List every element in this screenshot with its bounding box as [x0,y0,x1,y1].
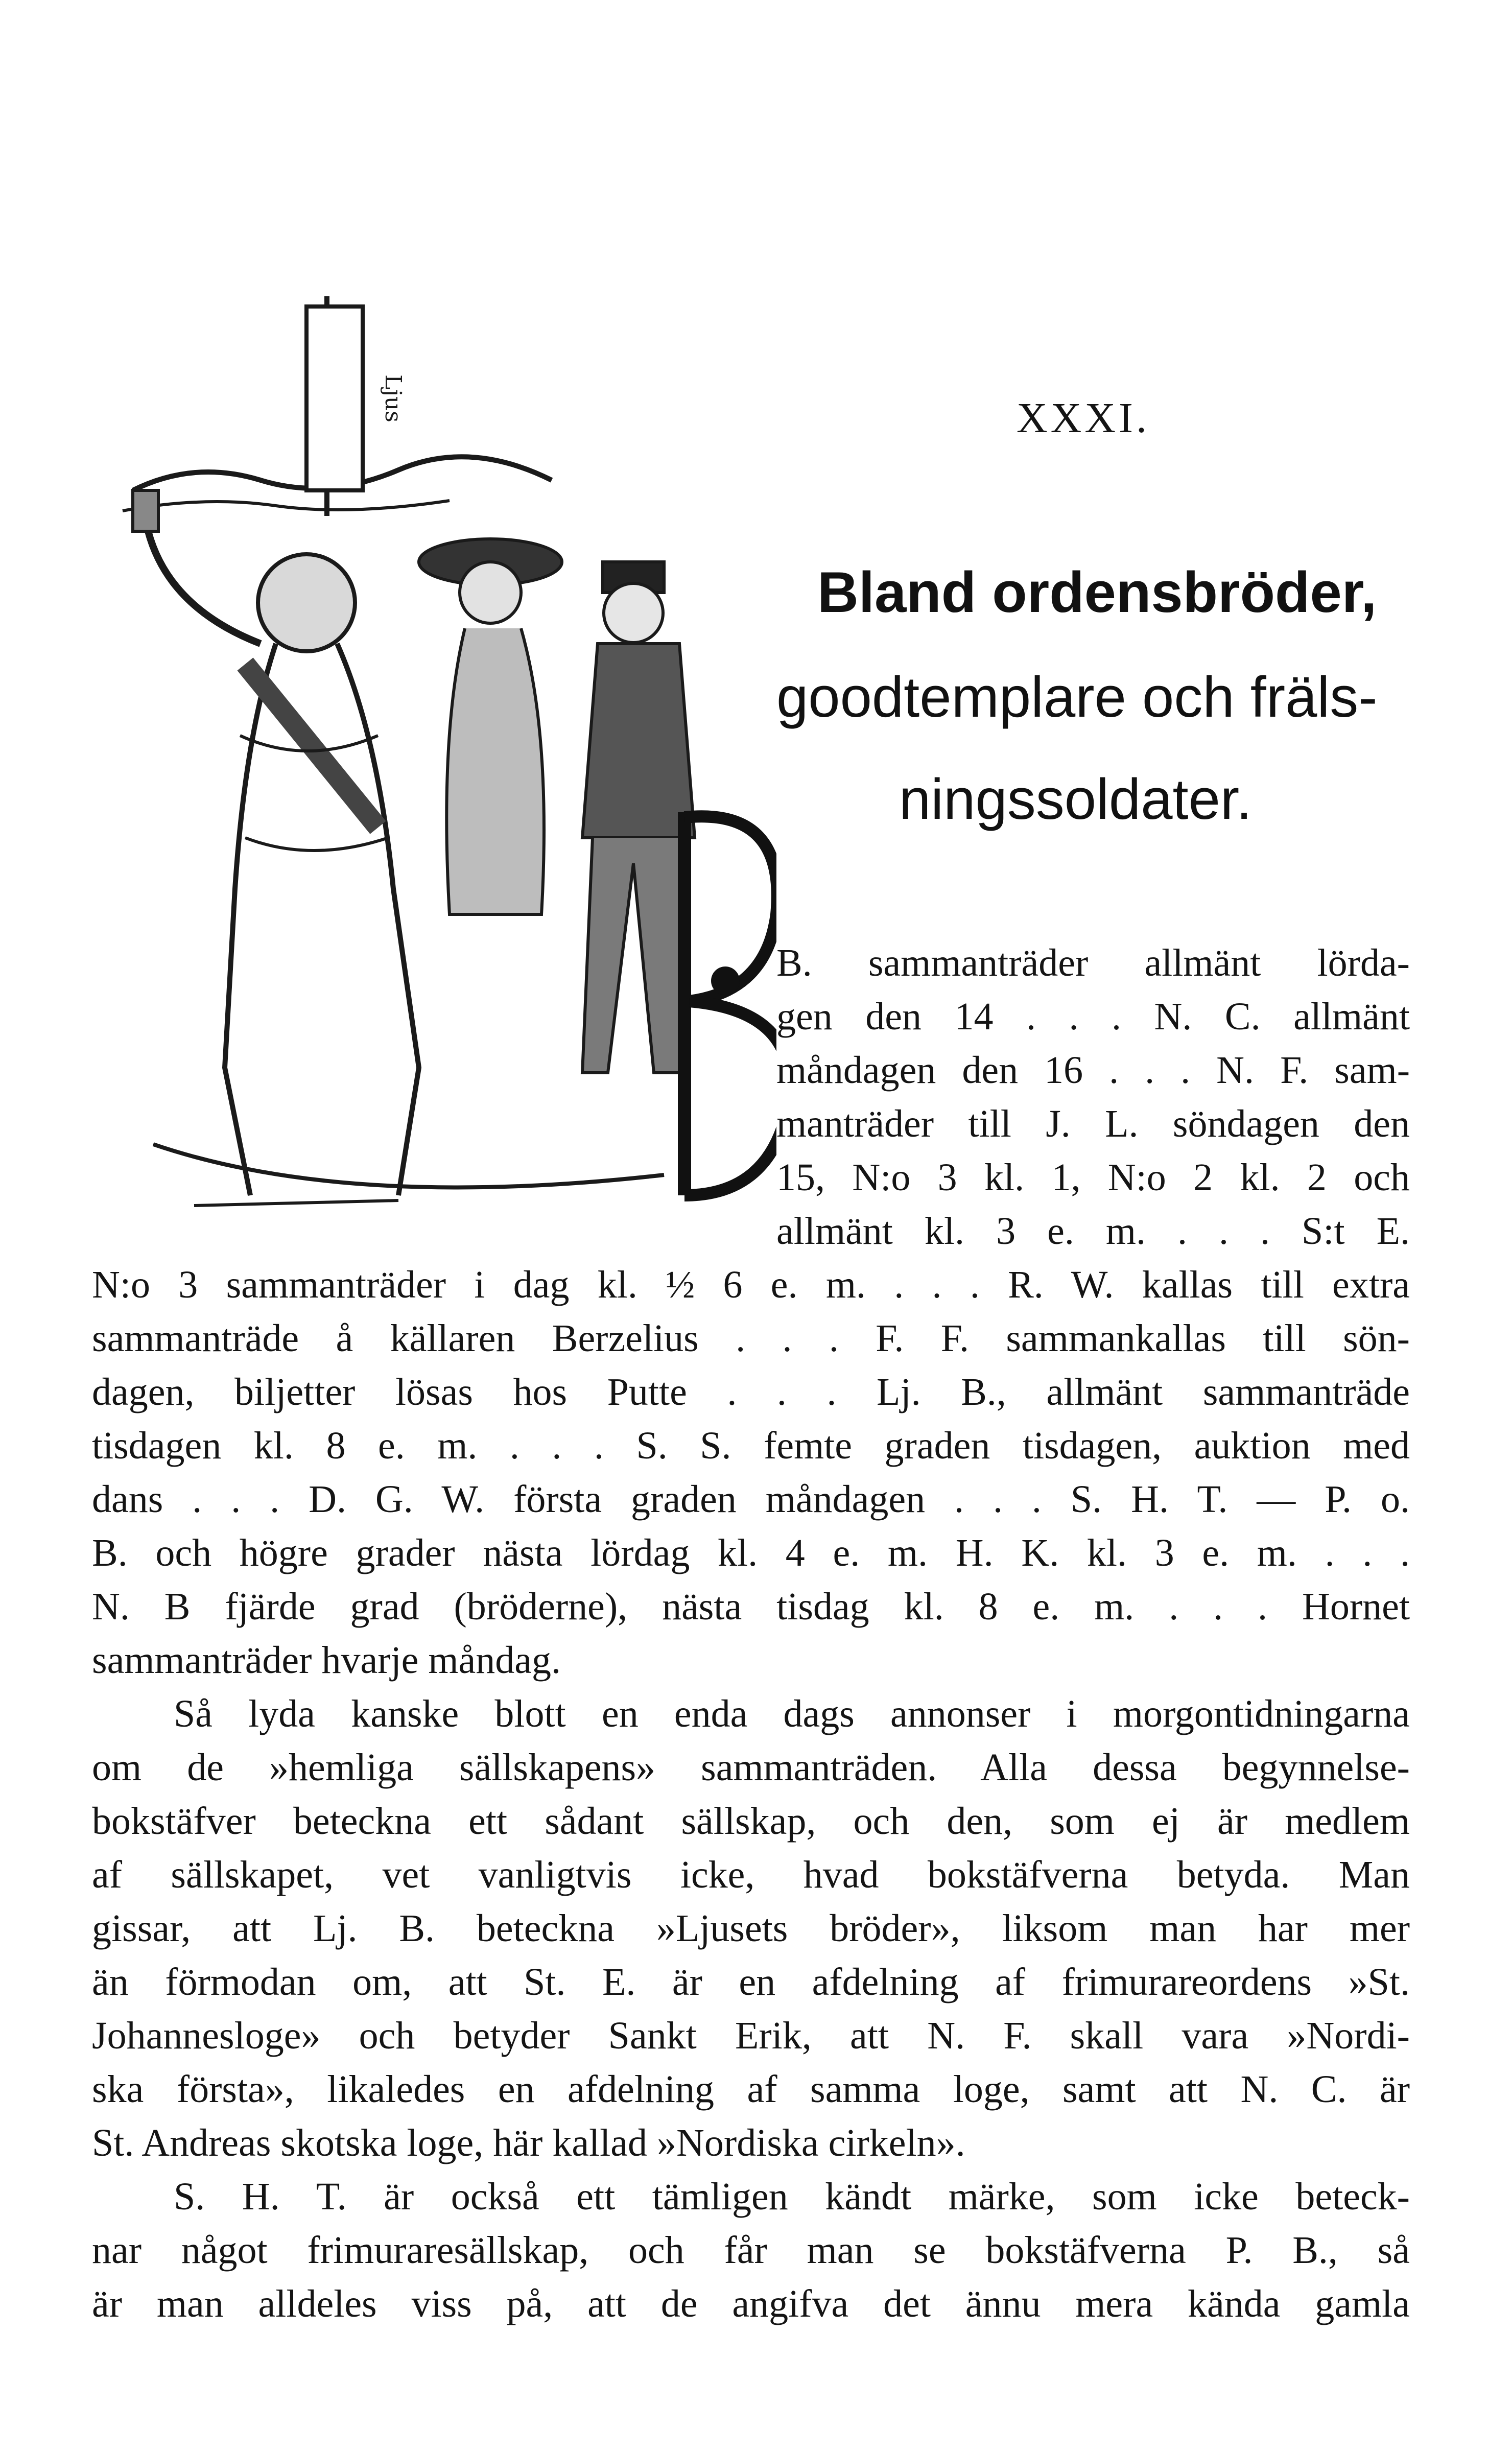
text-line: af sällskapet, vet vanligtvis icke, hvad bokstäfverna betyda. Man [92,1853,1410,1896]
text-line: sammanträder hvarje måndag. [92,1639,561,1682]
text-line: B. sammanträder allmänt lörda- [776,941,1410,984]
text-line: manträder till J. L. söndagen den [776,1102,1410,1145]
text-line: N:o 3 sammanträder i dag kl. ½ 6 e. m. . . . R. W. kallas till extra [92,1263,1410,1306]
banner-text: Ljus [380,374,406,422]
text-line: S. H. T. är också ett tämligen kändt märke, som icke beteck- [174,2175,1410,2218]
chapter-title-line-3: ningssoldater. [899,767,1253,831]
text-line: än förmodan om, att St. E. är en afdelning af frimurareordens »St. [92,1961,1410,2003]
illustration-drop-cap [92,276,776,1221]
text-line: sammanträde å källaren Berzelius . . . F. F. sammankallas till sön- [92,1317,1410,1360]
text-line: tisdagen kl. 8 e. m. . . . S. S. femte graden tisdagen, auktion med [92,1424,1410,1467]
text-line: bokstäfver beteckna ett sådant sällskap, och den, som ej är medlem [92,1800,1410,1843]
text-line: B. och högre grader nästa lördag kl. 4 e. m. H. K. kl. 3 e. m. . . . [92,1531,1410,1574]
text-line: nar något frimuraresällskap, och får man se bokstäfverna P. B., så [92,2229,1410,2272]
text-line: Så lyda kanske blott en enda dags annonser i morgontidningarna [174,1692,1410,1735]
text-line: St. Andreas skotska loge, här kallad »Nordiska cirkeln». [92,2121,965,2164]
text-line: gissar, att Lj. B. beteckna »Ljusets bröder», liksom man har mer [92,1907,1410,1950]
text-line: är man alldeles viss på, att de angifva det ännu mera kända gamla [92,2282,1410,2325]
text-line: måndagen den 16 . . . N. F. sam- [776,1049,1410,1092]
text-line: dans . . . D. G. W. första graden måndagen . . . S. H. T. — P. o. [92,1478,1410,1521]
chapter-title-line-2: goodtemplare och fräls- [776,665,1378,729]
chapter-title-line-1: Bland ordensbröder, [817,560,1377,624]
text-line: ska första», likaledes en afdelning af samma loge, samt att N. C. är [92,2068,1410,2111]
text-line: allmänt kl. 3 e. m. . . . S:t E. [776,1210,1410,1253]
text-line: Johannesloge» och betyder Sankt Erik, att N. F. skall vara »Nordi- [92,2014,1410,2057]
text-line: 15, N:o 3 kl. 1, N:o 2 kl. 2 och [776,1156,1410,1199]
text-line: N. B fjärde grad (bröderne), nästa tisdag kl. 8 e. m. . . . Hornet [92,1585,1410,1628]
text-line: dagen, biljetter lösas hos Putte . . . Lj. B., allmänt sammanträde [92,1371,1410,1413]
text-line: om de »hemliga sällskapens» sammanträden. Alla dessa begynnelse- [92,1746,1410,1789]
chapter-number: XXXI. [1017,394,1150,442]
text-line: gen den 14 . . . N. C. allmänt [776,995,1410,1038]
